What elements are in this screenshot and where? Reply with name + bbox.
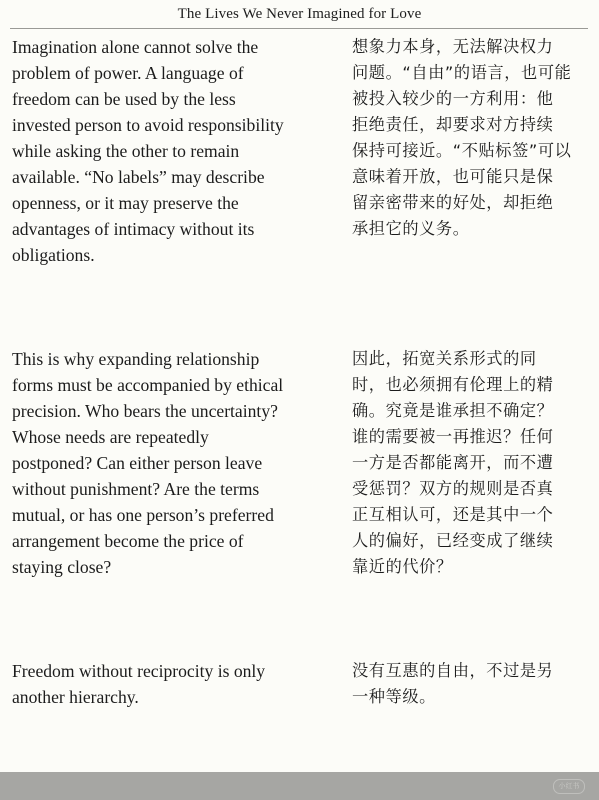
paragraph-chinese-2: 因此，拓宽关系形式的同 时，也必须拥有伦理上的精 确。究竟是谁承担不确定？ 谁的需要被一再推迟？任何 一方是否都能离开，而不遭 受惩罚？双方的规则是否真 正互相认可，还是其中一个 人的偏好，已经变成了继续 靠近的代价？	[352, 349, 554, 576]
watermark-logo: 小红书	[553, 779, 585, 794]
page-header-title: The Lives We Never Imagined for Love	[177, 6, 422, 22]
paragraph-chinese-3: 没有互惠的自由，不过是另 一种等级。	[352, 661, 554, 706]
paragraph-english-2: This is why expanding relationship forms must be accompanied by ethical precision. Who bears the uncertainty? Whose needs are repeatedly postponed? Can either person leave without punishment? Are the terms mutual, or has one person’s preferred arrangement become the price of staying close?	[12, 349, 284, 577]
paragraph-english-1: Imagination alone cannot solve the problem of power. A language of freedom can be used by the less invested person to avoid responsibility while asking the other to remain available. “No labels” may describe openness, or it may preserve the advantages of intimacy without its obligations.	[12, 37, 284, 265]
header-divider	[10, 28, 588, 29]
paragraph-chinese-1: 想象力本身，无法解决权力 问题。“自由”的语言，也可能 被投入较少的一方利用：他 拒绝责任，却要求对方持续 保持可接近。“不贴标签”可以 意味着开放，也可能只是保 留亲密带来的好处，却拒绝 承担它的义务。	[352, 37, 572, 238]
footer-bar	[0, 772, 599, 800]
paragraph-english-3: Freedom without reciprocity is only another hierarchy.	[12, 661, 266, 707]
